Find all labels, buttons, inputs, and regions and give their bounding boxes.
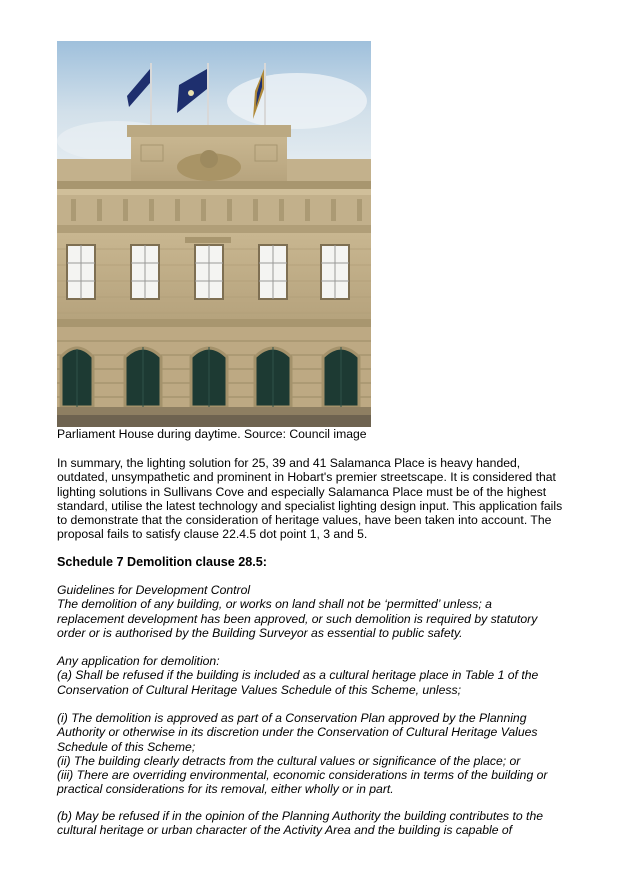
application-line: Any application for demolition:: [57, 654, 220, 668]
guidelines-line: order or is authorised by the Building Surveyor as essential to public safety.: [57, 625, 463, 640]
summary-line: to demonstrate that the consideration of heritage values, have been taken into account. The: [57, 513, 552, 528]
conditions-line: (i) The demolition is approved as part of a Conservation Plan approved by the Planning: [57, 711, 527, 725]
guidelines-line: The demolition of any building, or works on land shall not be ‘permitted’ unless; a: [57, 597, 492, 612]
refusal-line: cultural heritage or urban character of the Activity Area and the building is capable of: [57, 823, 513, 838]
conditions-line: (ii) The building clearly detracts from the cultural values or significance of the place; or: [57, 753, 521, 768]
application-line: (a) Shall be refused if the building is included as a cultural heritage place in Table 1 of the: [57, 668, 539, 683]
parliament-house-photo: [57, 41, 371, 427]
summary-paragraph: [57, 456, 577, 542]
summary-line: In summary, the lighting solution for 25, 39 and 41 Salamanca Place is heavy handed,: [57, 456, 521, 470]
conditions-line: practical considerations for its removal, either wholly or in part.: [57, 782, 394, 797]
application-paragraph: [57, 654, 577, 697]
conditions-line: Authority or otherwise in its discretion under the Conservation of Cultural Heritage Values: [57, 725, 538, 740]
conditions-line: (iii) There are overriding environmental, economic considerations in terms of the building or: [57, 768, 548, 783]
guidelines-line: Guidelines for Development Control: [57, 583, 251, 597]
conditions-line: Schedule of this Scheme;: [57, 739, 196, 754]
refusal-paragraph: [57, 809, 577, 838]
summary-line: outdated, unsympathetic and prominent in Hobart's premier streetscape. It is considered that: [57, 470, 556, 485]
guidelines-paragraph: [57, 583, 577, 640]
figure-caption: Parliament House during daytime. Source: Council image: [57, 427, 367, 441]
application-line: Conservation of Cultural Heritage Values Schedule of this Scheme, unless;: [57, 682, 461, 697]
schedule-heading: Schedule 7 Demolition clause 28.5:: [57, 555, 267, 569]
summary-line: proposal fails to satisfy clause 22.4.5 dot point 1, 3 and 5.: [57, 527, 368, 542]
summary-line: lighting solutions in Sullivans Cove and especially Salamanca Place must be of the highest: [57, 484, 547, 499]
summary-line: standard, utilise the latest technology and specialist lighting design input. This application fails: [57, 498, 563, 513]
guidelines-line: replacement development has been approved, or such demolition is required by statutory: [57, 611, 538, 626]
refusal-line: (b) May be refused if in the opinion of the Planning Authority the building contributes to the: [57, 809, 543, 823]
conditions-paragraph: [57, 711, 577, 797]
